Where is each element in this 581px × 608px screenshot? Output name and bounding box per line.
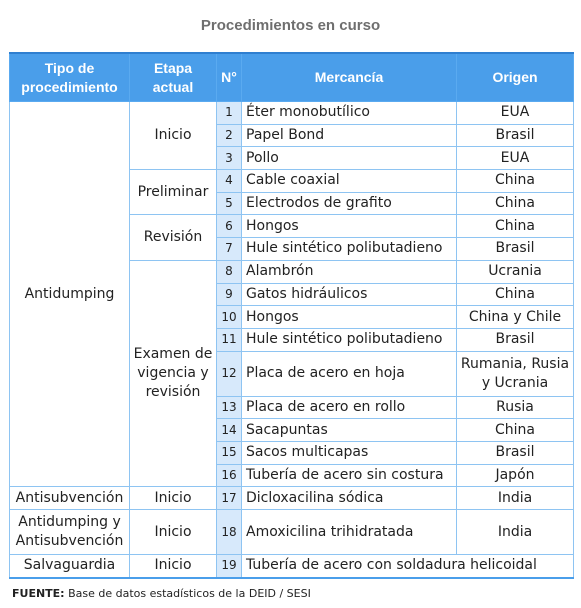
origen-cell: China — [457, 192, 574, 215]
origen-cell: Brasil — [457, 441, 574, 464]
table-title: Procedimientos en curso — [200, 17, 381, 34]
group-antisubvencion: Antisubvención — [10, 487, 130, 510]
table-row — [10, 510, 574, 555]
mercancia-cell: Hule sintético polibutadieno — [242, 328, 457, 351]
row-number: 1 — [217, 102, 242, 125]
source-text: Base de datos estadísticos de la DEID / SESI — [64, 587, 311, 600]
source-label: FUENTE: — [12, 587, 65, 600]
mercancia-cell: Hongos — [242, 215, 457, 238]
row-number: 6 — [217, 215, 242, 238]
mercancia-cell: Tubería de acero sin costura — [242, 464, 457, 487]
etapa-revision: Revisión — [130, 215, 217, 260]
mercancia-cell: Éter monobutílico — [242, 102, 457, 125]
row-number: 4 — [217, 170, 242, 193]
mercancia-cell: Placa de acero en hoja — [242, 351, 457, 396]
etapa-inicio: Inicio — [130, 555, 217, 578]
mercancia-cell: Hule sintético polibutadieno — [242, 238, 457, 261]
mercancia-cell: Gatos hidráulicos — [242, 283, 457, 306]
mercancia-cell: Dicloxacilina sódica — [242, 487, 457, 510]
row-number: 17 — [217, 487, 242, 510]
table-row — [10, 102, 574, 125]
origen-cell: China — [457, 283, 574, 306]
mercancia-cell: Sacos multicapas — [242, 441, 457, 464]
row-number: 11 — [217, 328, 242, 351]
origen-cell: India — [457, 487, 574, 510]
mercancia-cell: Pollo — [242, 147, 457, 170]
origen-cell: Ucrania — [457, 260, 574, 283]
origen-cell: EUA — [457, 147, 574, 170]
header-row — [10, 53, 574, 102]
origen-cell: Brasil — [457, 328, 574, 351]
row-number: 10 — [217, 306, 242, 329]
row-number: 5 — [217, 192, 242, 215]
mercancia-cell: Placa de acero en rollo — [242, 396, 457, 419]
origen-cell: India — [457, 510, 574, 555]
row-number: 2 — [217, 124, 242, 147]
table-row — [10, 555, 574, 578]
etapa-inicio: Inicio — [130, 510, 217, 555]
header-numero: N° — [217, 53, 242, 102]
header-mercancia: Mercancía — [242, 53, 457, 102]
mercancia-cell: Amoxicilina trihidratada — [242, 510, 457, 555]
origen-cell: Japón — [457, 464, 574, 487]
table-row — [10, 487, 574, 510]
mercancia-cell: Alambrón — [242, 260, 457, 283]
origen-cell: China — [457, 170, 574, 193]
origen-cell: Rumania, Rusia y Ucrania — [457, 351, 574, 396]
source-note — [12, 587, 311, 600]
mercancia-cell: Sacapuntas — [242, 419, 457, 442]
row-number: 12 — [217, 351, 242, 396]
row-number: 15 — [217, 441, 242, 464]
mercancia-cell: Hongos — [242, 306, 457, 329]
header-etapa: Etapa actual — [130, 53, 217, 102]
origen-cell: Rusia — [457, 396, 574, 419]
origen-cell: China — [457, 215, 574, 238]
origen-cell: Brasil — [457, 238, 574, 261]
origen-cell: EUA — [457, 102, 574, 125]
group-salvaguardia: Salvaguardia — [10, 555, 130, 578]
row-number: 7 — [217, 238, 242, 261]
group-antidumping-antisubvencion: Antidumping y Antisubvención — [10, 510, 130, 555]
row-number: 16 — [217, 464, 242, 487]
origen-cell: Brasil — [457, 124, 574, 147]
etapa-preliminar: Preliminar — [130, 170, 217, 215]
row-number: 14 — [217, 419, 242, 442]
mercancia-cell: Tubería de acero con soldadura helicoidal — [242, 555, 574, 578]
mercancia-cell: Cable coaxial — [242, 170, 457, 193]
header-origen: Origen — [457, 53, 574, 102]
row-number: 9 — [217, 283, 242, 306]
origen-cell: China y Chile — [457, 306, 574, 329]
row-number: 8 — [217, 260, 242, 283]
row-number: 3 — [217, 147, 242, 170]
etapa-inicio: Inicio — [130, 102, 217, 170]
procedures-table — [9, 52, 574, 579]
row-number: 19 — [217, 555, 242, 578]
etapa-inicio: Inicio — [130, 487, 217, 510]
row-number: 18 — [217, 510, 242, 555]
mercancia-cell: Electrodos de grafito — [242, 192, 457, 215]
mercancia-cell: Papel Bond — [242, 124, 457, 147]
group-antidumping: Antidumping — [10, 102, 130, 487]
etapa-examen: Examen de vigencia y revisión — [130, 260, 217, 487]
header-tipo: Tipo de procedimiento — [10, 53, 130, 102]
origen-cell: China — [457, 419, 574, 442]
row-number: 13 — [217, 396, 242, 419]
